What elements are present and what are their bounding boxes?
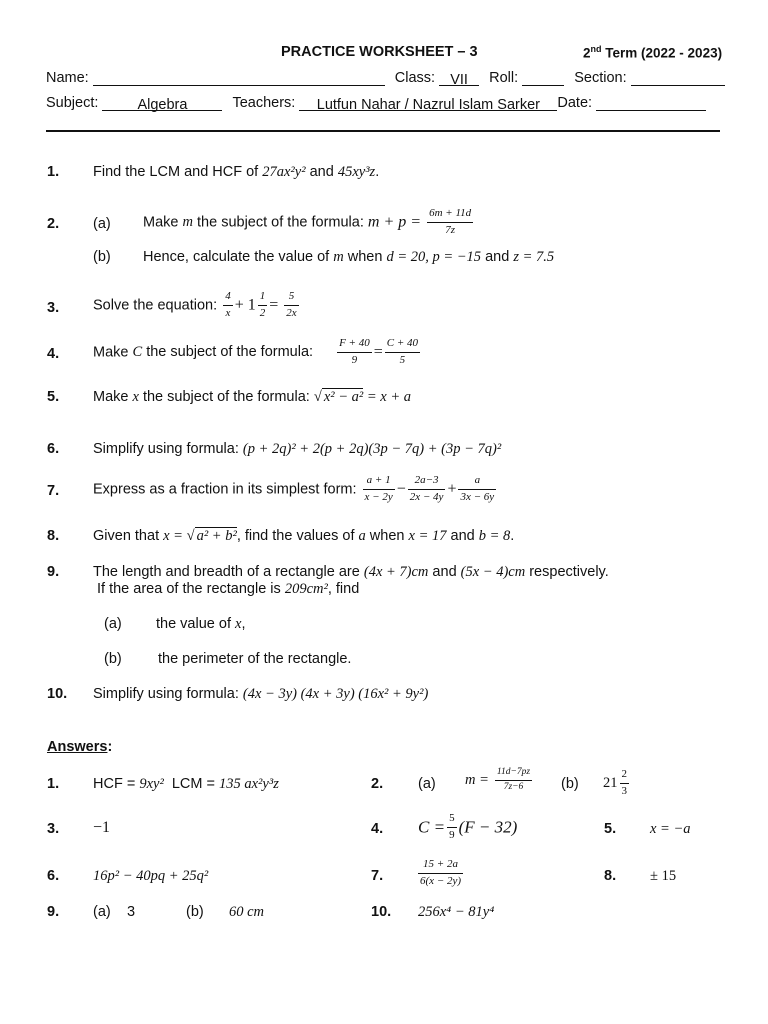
q9-line2a: If the area of the rectangle is (97, 581, 285, 597)
question-1-number: 1. (47, 164, 60, 180)
a2-fraction (495, 767, 532, 794)
q5-text: Make (93, 389, 133, 405)
answer-10-number: 10. (371, 904, 392, 920)
q2a-label: (a) (93, 216, 111, 232)
q2a-denominator: 7z (445, 223, 455, 236)
q9a-text: the value of (156, 616, 235, 632)
q2b-label: (b) (93, 249, 111, 265)
q3-equals: = (269, 296, 279, 314)
a7-fraction (418, 858, 463, 889)
q5-radicand: x² − a² (323, 389, 364, 405)
q3-fraction-1 (223, 290, 233, 321)
a1-hcf: 9xy² (139, 776, 164, 792)
q7-fraction-1 (363, 474, 395, 505)
a2a-label: (a) (418, 776, 436, 792)
answers-heading-text: Answers (47, 739, 108, 755)
answer-2-number: 2. (371, 776, 384, 792)
q7-minus: − (396, 480, 406, 498)
q7-f1-den: x − 2y (364, 490, 393, 503)
roll-label: Roll: (489, 70, 519, 86)
answer-1-number: 1. (47, 776, 60, 792)
a9b-label: (b) (186, 904, 204, 920)
a2-numerator: 11d−7pz (495, 767, 532, 781)
a9a-value: 3 (127, 904, 136, 920)
q5-root-sign: √ (313, 389, 322, 405)
q8-end: . (510, 528, 515, 544)
answer-3-number: 3. (47, 821, 60, 837)
answer-1 (93, 776, 279, 793)
answer-4-number: 4. (371, 821, 384, 837)
question-1 (93, 164, 379, 181)
q9-line2b: , find (327, 581, 360, 597)
q2b-and: and (481, 249, 514, 265)
answer-7-number: 7. (371, 868, 384, 884)
a7-num: 15 + 2a (418, 858, 463, 874)
question-9b: the perimeter of the rectangle. (158, 651, 352, 667)
section-field[interactable] (631, 72, 725, 86)
header-divider (46, 130, 720, 132)
q2a-lhs: m + p = (367, 213, 422, 231)
a1-lcm: 135 ax²y³z (219, 776, 279, 792)
question-4 (93, 337, 422, 368)
subject-label: Subject: (46, 95, 99, 111)
question-8 (93, 528, 514, 545)
q7-f2-num: 2a−3 (408, 474, 446, 490)
question-9-number: 9. (47, 564, 60, 580)
question-6-number: 6. (47, 441, 60, 457)
question-5 (93, 389, 411, 406)
a4-den: 9 (449, 828, 455, 841)
q1-expr2: 45xy³z (337, 164, 376, 180)
q4-f1-num: F + 40 (337, 337, 372, 353)
name-label: Name: (46, 70, 89, 86)
question-2b (143, 249, 554, 266)
q4-var: C (132, 343, 143, 360)
q7-plus: + (447, 480, 457, 498)
q9-breadth: (5x − 4)cm (460, 564, 526, 580)
q5-text2: the subject of the formula: (138, 389, 314, 405)
q2b-text: Hence, calculate the value of (143, 249, 334, 265)
name-field[interactable] (93, 72, 385, 86)
q8-cond1: x = 17 (408, 528, 447, 544)
q4-f1-den: 9 (351, 353, 358, 366)
question-9-line-1 (93, 564, 609, 581)
q9-length: (4x + 7)cm (363, 564, 429, 580)
q5-var: x (132, 389, 139, 405)
q7-text: Express as a fraction in its simplest form: (93, 481, 361, 498)
q2a-fraction (427, 207, 473, 238)
q8-text3: when (365, 528, 409, 544)
q8-lhs: x = (163, 528, 187, 544)
term-suffix: nd (590, 44, 602, 54)
q7-f1-num: a + 1 (363, 474, 395, 490)
answer-6: 16p² − 40pq + 25q² (93, 868, 209, 884)
q8-and: and (446, 528, 479, 544)
a2b-num: 2 (620, 768, 630, 784)
a1-lcm-label: LCM = (163, 776, 219, 792)
q8-cond2: b = 8 (478, 528, 511, 544)
q10-expr: (4x − 3y) (4x + 3y) (16x² + 9y²) (242, 686, 429, 702)
q2a-text2: the subject of the formula: (192, 214, 368, 231)
a2-denominator: 7z−6 (503, 781, 524, 792)
a2b-den: 3 (621, 784, 627, 797)
q9a-end: , (241, 616, 246, 632)
q7-f3-num: a (458, 474, 496, 490)
question-9a (156, 616, 245, 633)
answer-2a (465, 767, 534, 794)
q7-fraction-2 (408, 474, 446, 505)
term-ordinal: 2 (583, 45, 591, 61)
q4-fraction-1 (337, 337, 372, 368)
q10-text: Simplify using formula: (93, 686, 243, 702)
answers-heading-colon: : (107, 739, 113, 755)
question-8-number: 8. (47, 528, 60, 544)
subject-row (46, 95, 706, 111)
answer-6-number: 6. (47, 868, 60, 884)
q9-and: and (428, 564, 461, 580)
question-3-number: 3. (47, 300, 60, 316)
q9-line1b: respectively. (525, 564, 609, 580)
a2b-label: (b) (561, 776, 579, 792)
worksheet-title: PRACTICE WORKSHEET – 3 (281, 44, 478, 60)
q5-rhs: = x + a (363, 389, 411, 405)
date-field[interactable] (596, 97, 706, 111)
q8-radicand: a² + b² (196, 528, 237, 544)
q3-plus: + 1 (234, 296, 256, 314)
a1-hcf-label: HCF = (93, 776, 140, 792)
teachers-label: Teachers: (232, 95, 296, 111)
q7-f3-den: 3x − 6y (460, 490, 495, 503)
answer-10: 256x⁴ − 81y⁴ (418, 904, 495, 920)
q3-f1-num: 4 (223, 290, 233, 306)
a4-fraction (447, 812, 457, 843)
teachers-field[interactable]: Lutfun Nahar / Nazrul Islam Sarker (299, 97, 557, 111)
question-6 (93, 441, 501, 458)
q4-f2-num: C + 40 (385, 337, 420, 353)
q3-fraction-3 (284, 290, 298, 321)
question-5-number: 5. (47, 389, 60, 405)
a2b-fraction (620, 768, 630, 799)
a2-lhs: m = (465, 771, 489, 788)
q8-root-sign: √ (186, 528, 195, 544)
q4-fraction-2 (385, 337, 420, 368)
q2a-numerator: 6m + 11d (427, 207, 473, 223)
a4-lhs: C = (418, 817, 446, 837)
q1-mid: and (305, 164, 338, 180)
term-label (583, 44, 722, 61)
class-label: Class: (394, 70, 436, 86)
a2b-whole: 21 (603, 774, 618, 791)
q7-f2-den: 2x − 4y (409, 490, 444, 503)
answer-8-number: 8. (604, 868, 617, 884)
q9-line1a: The length and breadth of a rectangle are (93, 564, 364, 580)
a9a-label: (a) (93, 904, 111, 920)
q3-f2-den: 2 (259, 306, 266, 319)
q3-f1-den: x (225, 306, 231, 319)
q2a-var: m (182, 213, 193, 230)
q9a-label: (a) (104, 616, 122, 632)
question-2a (143, 207, 475, 238)
q3-f3-num: 5 (284, 290, 298, 306)
q2b-expr: d = 20, p = −15 (386, 249, 482, 265)
q2b-var: m (333, 249, 344, 265)
question-10-number: 10. (47, 686, 68, 702)
q2b-expr2: z = 7.5 (513, 249, 555, 265)
answer-9-number: 9. (47, 904, 60, 920)
q3-fraction-2 (258, 290, 268, 321)
answer-8: ± 15 (650, 868, 677, 884)
answer-2b (603, 768, 631, 799)
q9-area: 209cm² (284, 581, 328, 597)
answers-heading (47, 739, 112, 755)
q4-f2-den: 5 (399, 353, 406, 366)
question-10 (93, 686, 428, 703)
q4-text2: the subject of the formula: (142, 344, 318, 361)
q9b-label: (b) (104, 651, 122, 667)
q7-fraction-3 (458, 474, 496, 505)
answer-5: x = −a (650, 821, 691, 837)
q4-text: Make (93, 344, 133, 361)
section-label: Section: (574, 70, 627, 86)
q8-text2: , find the values of (236, 528, 359, 544)
q3-f3-den: 2x (286, 306, 297, 319)
date-label: Date: (557, 95, 593, 111)
q2b-text2: when (343, 249, 387, 265)
question-9-line-2 (97, 581, 359, 598)
subject-field[interactable]: Algebra (102, 97, 222, 111)
q8-var: a (358, 528, 366, 544)
q1-expr1: 27ax²y² (262, 164, 306, 180)
answer-3: −1 (93, 819, 111, 836)
roll-field[interactable] (522, 72, 564, 86)
answer-4 (418, 812, 517, 843)
question-7 (93, 474, 498, 505)
a9b-value: 60 cm (229, 904, 265, 920)
answer-7 (416, 858, 465, 889)
a7-den: 6(x − 2y) (420, 874, 462, 887)
question-2-number: 2. (47, 216, 60, 232)
a4-rhs: (F − 32) (458, 817, 518, 837)
q4-equals: = (373, 343, 383, 361)
q6-expr: (p + 2q)² + 2(p + 2q)(3p − 7q) + (3p − 7q)² (242, 441, 502, 457)
question-3 (93, 290, 301, 321)
q9a-var: x (235, 616, 242, 632)
q1-text: Find the LCM and HCF of (93, 164, 263, 180)
q8-text: Given that (93, 528, 164, 544)
a4-num: 5 (447, 812, 457, 828)
q2a-text: Make (143, 214, 183, 231)
answer-5-number: 5. (604, 821, 617, 837)
question-4-number: 4. (47, 346, 60, 362)
term-years: Term (2022 - 2023) (601, 45, 723, 61)
class-field[interactable]: VII (439, 72, 479, 86)
name-row (46, 70, 725, 86)
q3-f2-num: 1 (258, 290, 268, 306)
q3-text: Solve the equation: (93, 297, 222, 314)
q6-text: Simplify using formula: (93, 441, 243, 457)
question-7-number: 7. (47, 483, 60, 499)
q1-end: . (375, 164, 380, 180)
